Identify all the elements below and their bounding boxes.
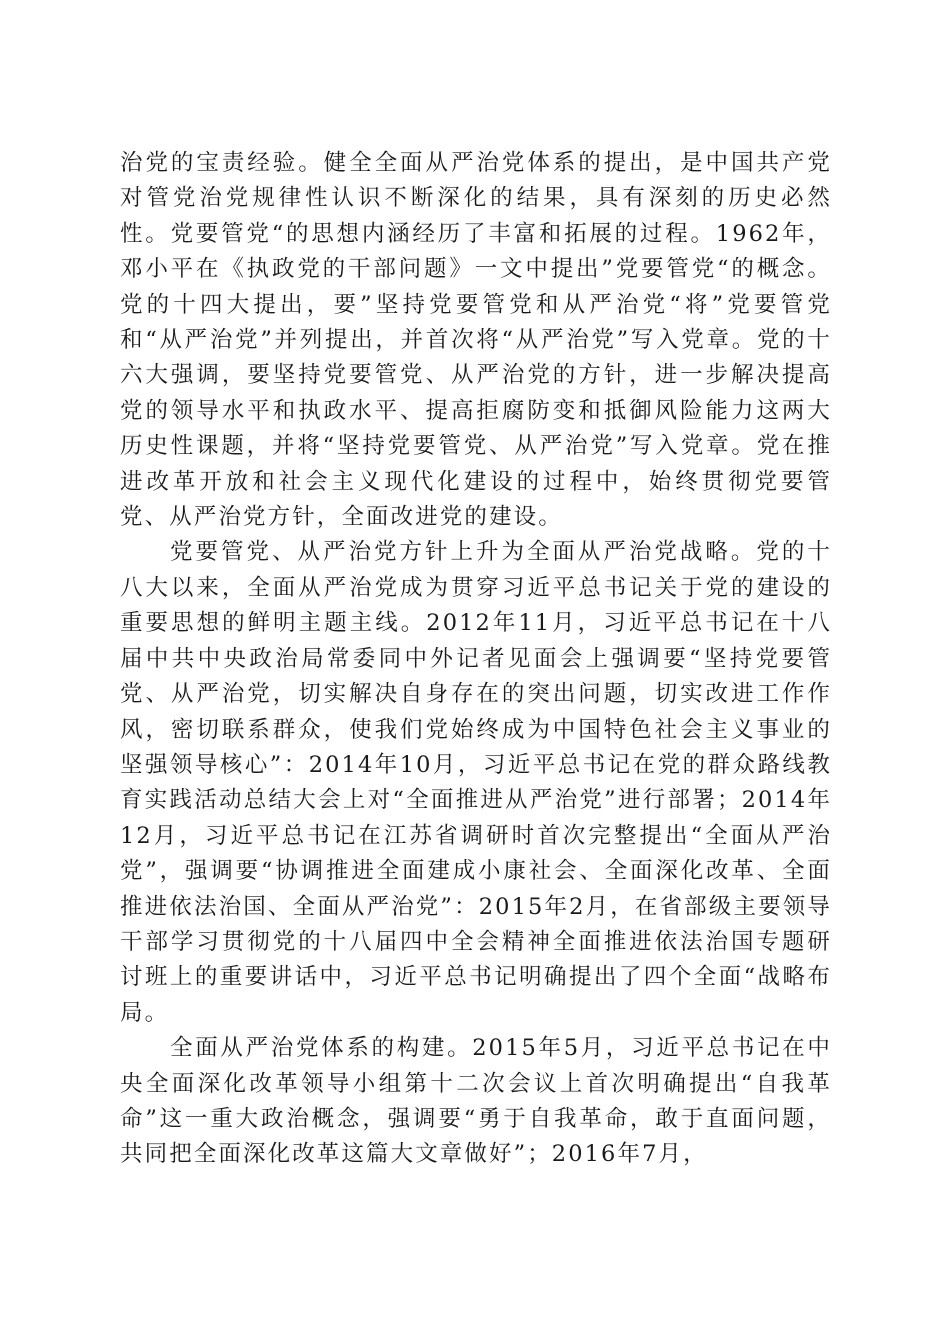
paragraph-1: 治党的宝责经验。健全全面从严治党体系的提出，是中国共产党对管党治党规律性认识不断深化的结果，具有深刻的历史必然性。党要管党“的思想内涵经历了丰富和拓展的过程。1962年，邓小平在《执政党的干部问题》一文中提出”党要管党“的概念。党的十四大提出，要”坚持党要管党和从严治党“将”党要管党和“从严治党”并列提出，并首次将“从严治党”写入党章。党的十六大强调，要坚持党要管党、从严治党的方针，进一步解决提高党的领导水平和执政水平、提高拒腐防变和抵御风险能力这两大历史性课题，并将“坚持党要管党、从严治党”写入党章。党在推进改革开放和社会主义现代化建设的过程中，始终贯彻党要管党、从严治党方针，全面改进党的建设。 — [120, 150, 832, 531]
paragraph-3: 全面从严治党体系的构建。2015年5月，习近平总书记在中央全面深化改革领导小组第十二次会议上首次明确提出“自我革命”这一重大政治概念，强调要“勇于自我革命，敢于直面问题，共同把全面深化改革这篇大文章做好”；2016年7月， — [120, 1035, 832, 1168]
document-body — [120, 146, 832, 1173]
paragraph-2: 党要管党、从严治党方针上升为全面从严治党战略。党的十八大以来，全面从严治党成为贯穿习近平总书记关于党的建设的重要思想的鲜明主题主线。2012年11月，习近平总书记在十八届中共中央政治局常委同中外记者见面会上强调要“坚持党要管党、从严治党，切实解决自身存在的突出问题，切实改进工作作风，密切联系群众，使我们党始终成为中国特色社会主义事业的坚强领导核心”：2014年10月，习近平总书记在党的群众路线教育实践活动总结大会上对“全面推进从严治党”进行部署；2014年12月，习近平总书记在江苏省调研时首次完整提出“全面从严治党”，强调要“协调推进全面建成小康社会、全面深化改革、全面推进依法治国、全面从严治党”：2015年2月，在省部级主要领导干部学习贯彻党的十八届四中全会精神全面推进依法治国专题研讨班上的重要讲话中，习近平总书记明确提出了四个全面“战略布局。 — [120, 539, 832, 1026]
